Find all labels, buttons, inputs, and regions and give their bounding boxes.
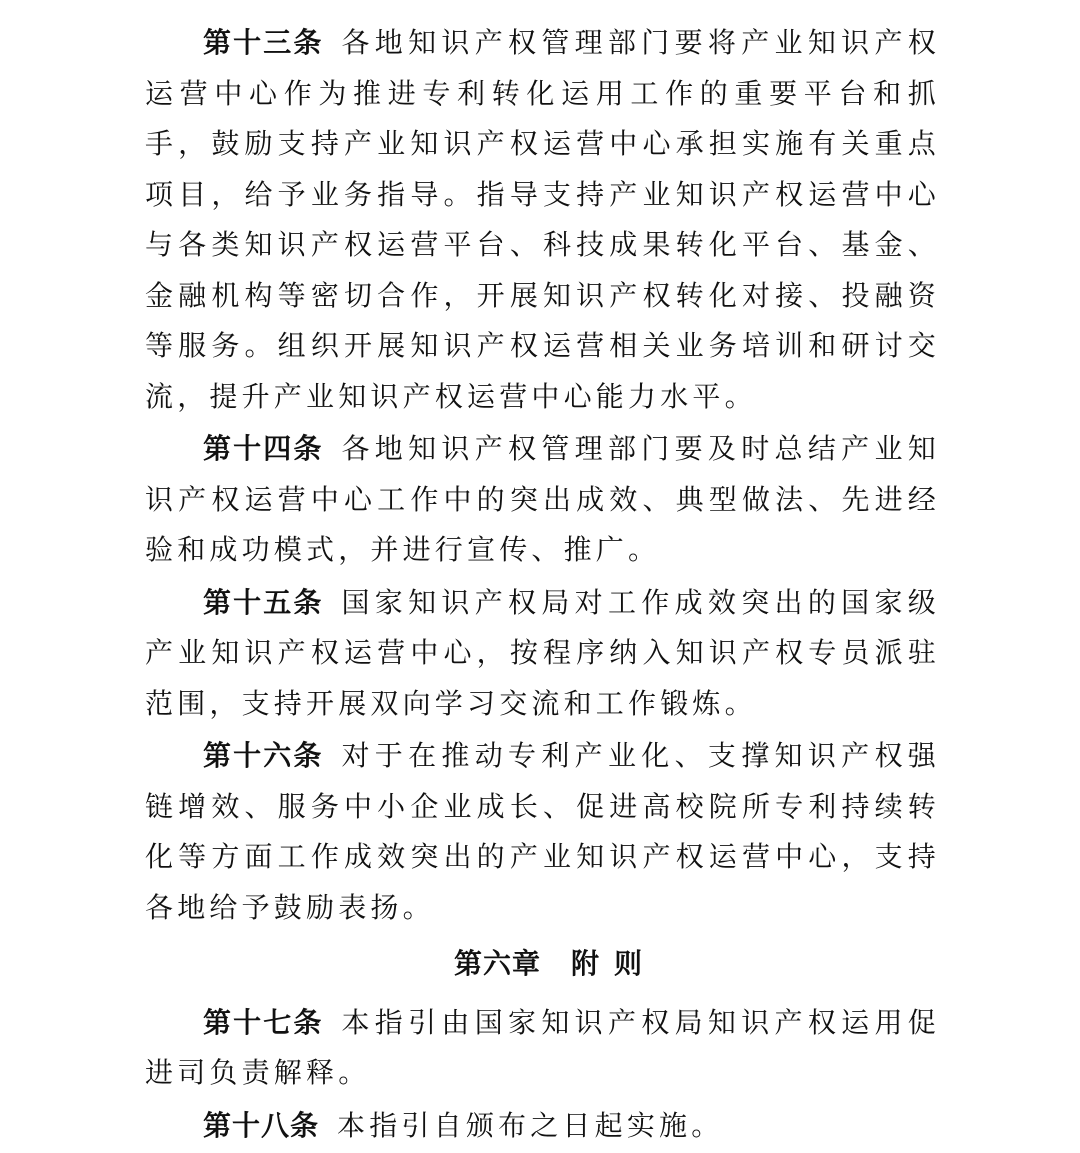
article-13-text: 各地知识产权管理部门要将产业知识产权运营中心作为推进专利转化运用工作的重要平台和抓手，鼓励支持产业知识产权运营中心承担实施有关重点项目，给予业务指导。指导支持产业知识产权运营中心与各类知识产权运营平台、科技成果转化平台、基金、金融机构等密切合作，开展知识产权转化对接、投融资等服务。组织开展知识产权运营相关业务培训和研讨交流，提升产业知识产权运营中心能力水平。 bbox=[145, 26, 940, 413]
document-body bbox=[145, 18, 940, 1153]
article-17 bbox=[145, 998, 940, 1099]
article-13 bbox=[145, 18, 940, 422]
article-14-text: 各地知识产权管理部门要及时总结产业知识产权运营中心工作中的突出成效、典型做法、先进经验和成功模式，并进行宣传、推广。 bbox=[145, 432, 940, 566]
article-17-text: 本指引由国家知识产权局知识产权运用促进司负责解释。 bbox=[145, 1005, 940, 1089]
article-18-label: 第十八条 bbox=[203, 1108, 320, 1142]
article-14 bbox=[145, 424, 940, 576]
chapter-number: 第六章 bbox=[453, 947, 541, 980]
article-18 bbox=[145, 1101, 940, 1152]
article-14-label: 第十四条 bbox=[203, 432, 324, 465]
article-15-label: 第十五条 bbox=[203, 585, 324, 619]
article-15-text: 国家知识产权局对工作成效突出的国家级产业知识产权运营中心，按程序纳入知识产权专员派驻范围，支持开展双向学习交流和工作锻炼。 bbox=[145, 585, 940, 720]
article-15 bbox=[145, 578, 940, 730]
article-17-label: 第十七条 bbox=[203, 1005, 324, 1039]
article-13-label: 第十三条 bbox=[203, 26, 324, 59]
chapter-title-char-1: 附 bbox=[570, 947, 600, 980]
chapter-heading bbox=[145, 939, 940, 990]
article-16-label: 第十六条 bbox=[203, 739, 324, 772]
article-16 bbox=[145, 731, 940, 933]
article-18-text: 本指引自颁布之日起实施。 bbox=[337, 1108, 724, 1142]
article-16-text: 对于在推动专利产业化、支撑知识产权强链增效、服务中小企业成长、促进高校院所专利持续转化等方面工作成效突出的产业知识产权运营中心，支持各地给予鼓励表扬。 bbox=[145, 739, 940, 924]
chapter-title-char-2: 则 bbox=[614, 947, 644, 980]
